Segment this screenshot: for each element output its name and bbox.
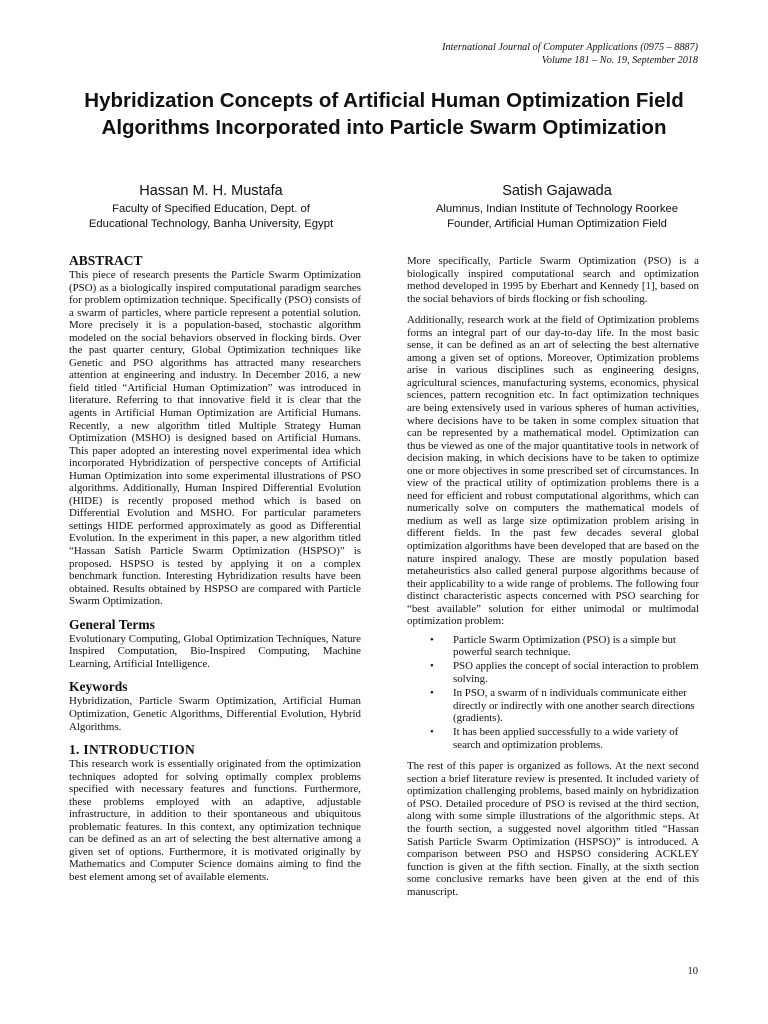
abstract-heading: ABSTRACT [69, 253, 143, 268]
bullet-list [407, 634, 699, 751]
author-affiliation [46, 202, 376, 232]
author-name: Hassan M. H. Mustafa [139, 183, 283, 199]
keywords-heading: Keywords [69, 679, 128, 695]
author-name: Satish Gajawada [502, 183, 612, 199]
affiliation-line: Educational Technology, Banha University, Egypt [88, 218, 334, 230]
author-affiliation [392, 202, 722, 232]
keywords-text: Hybridization, Particle Swarm Optimization, Artificial Human Optimization, Genetic Algorithms, Differential Evolution, Hybrid Algorithms. [69, 695, 361, 733]
introduction-heading: 1. INTRODUCTION [69, 742, 196, 758]
author-block-2 [392, 181, 722, 232]
abstract-text: This piece of research presents the Particle Swarm Optimization (PSO) as a biologically inspired computational paradigm searches for problem optimization technique. Specifically (PSO) consists of a swarm of particles, where particle represent a potential solution. More precisely it is a population-based, stochastic algorithm modeled on the social behaviors observed in flocking birds. Over the past quarter century, Global Optimization techniques like Genetic and PSO algorithms has attracted many researchers attention at engineering and industry. In December 2016, a new field titled “Artificial Human Optimization” was introduced in literature. Referring to that innovative field it is clear that the agents in Artificial Human Optimization are Artificial Humans. Recently, a new algorithm titled Multiple Strategy Human Optimization (MSHO) is designed based on Artificial Humans. This paper adopted an interesting novel experimental idea which incorporated Hybridization of perspective concepts of Artificial Human Optimization into some experimental illustrations of PSO algorithms. Additionally, Human Inspired Differential Evolution (HIDE) is recently proposed method which is based on Differential Evolution and MSHO. For particular parameters settings HIDE performed approximately as good as Differential Evolution. In the experiment in this paper, a new algorithm titled “Hassan Satish Particle Swarm Optimization (HSPSO)” is proposed. HSPSO is tested by applying it on a complex benchmark function. Interesting Hybridization results have been obtained. Results obtained by HSPSO are compared with Particle Swarm Optimization. [69, 269, 361, 608]
list-item: • In PSO, a swarm of n individuals communicate either directly or indirectly with one another search directions (gradients). [453, 687, 699, 725]
affiliation-line: Founder, Artificial Human Optimization Field [447, 218, 667, 230]
general-terms-text: Evolutionary Computing, Global Optimization Techniques, Nature Inspired Computation, Bio-Inspired Computing, Machine Learning, Artificial Intelligence. [69, 632, 361, 670]
journal-volume: Volume 181 – No. 19, September 2018 [541, 54, 698, 66]
introduction-text: This research work is essentially originated from the optimization techniques adopted for solving optimally complex problems specified with necessary features and functions. Furthermore, these problems employed with an adaptive, adjustable infrastructure, in addition to their spontaneous and ubiquitous problematic features. In this context, any optimization technique can be defined as an art of selecting the best alternative among a given set of options. Furthermore, it is motivated originally by Mathematics and Computer Science domains aiming to find the best element among set of available elements. [69, 758, 361, 883]
paper-title: Hybridization Concepts of Artificial Human Optimization Field Algorithms Incorporated into Particle Swarm Optimization [84, 89, 684, 139]
journal-name: International Journal of Computer Applications (0975 – 8887) [442, 42, 698, 53]
author-block-1 [46, 181, 376, 232]
list-item: • PSO applies the concept of social interaction to problem solving. [453, 660, 699, 685]
page-number: 10 [687, 966, 698, 977]
general-terms-heading: General Terms [69, 616, 155, 632]
list-item: • Particle Swarm Optimization (PSO) is a simple but powerful search technique. [453, 634, 699, 659]
list-item: • It has been applied successfully to a wide variety of search and optimization problems. [453, 726, 699, 751]
paragraph: Additionally, research work at the field of Optimization problems forms an integral part of our day-to-day life. In the most basic sense, it can be defined as an art of selecting the best alternative among a given set of options. Moreover, Optimization problems arise in various disciplines such as engineering designs, agricultural sciences, manufacturing systems, economics, physical sciences, pattern recognition etc. In fact optimization techniques are being extensively used in various spheres of human activities, where decisions have to be taken in some complex situation that can be represented by a mathematical model. Optimization can thus be viewed as one of the major quantitative tools in network of decision making, in which decisions have to be taken to optimize one or more objectives in some prescribed set of circumstances. In view of the practical utility of optimization problems there is a need for efficient and robust computational algorithms, which can numerically solve on computers the mathematical models of medium as well as large size optimization problem arising in different fields. In the past few decades several global optimization algorithms have been developed that are based on the nature inspired analogy. These are mostly population based metaheuristics also called general purpose algorithms because of their applicability to a wide range of problems. The following four distinct characteristic aspects concerned with PSO searching for “best available” solution for either unimodal or multimodal optimization problem: [407, 314, 699, 628]
affiliation-line: Alumnus, Indian Institute of Technology Roorkee [435, 203, 679, 215]
affiliation-line: Faculty of Specified Education, Dept. of [112, 203, 310, 215]
left-column [69, 252, 361, 884]
paragraph: More specifically, Particle Swarm Optimization (PSO) is a biologically inspired computational search and optimization method developed in 1995 by Eberhart and Kennedy [1], based on the social behaviors of birds flocking or fish schooling. [407, 255, 699, 305]
paragraph: The rest of this paper is organized as follows. At the next second section a brief literature review is presented. It included variety of optimization challenging problems, based mainly on hybridization of PSO. Detailed procedure of PSO is revised at the third section, along with some simple illustrations of the algorithmic steps. At the fourth section, a suggested novel algorithm titled “Hassan Satish Particle Swarm Optimization (HSPSO)” is introduced. A comparison between PSO and HSPSO considering ACKLEY function is given at the fifth section. Finally, at the sixth section some conclusive remarks have been given at the end of this manuscript. [407, 760, 699, 898]
right-column [407, 255, 699, 898]
journal-header [442, 42, 698, 67]
